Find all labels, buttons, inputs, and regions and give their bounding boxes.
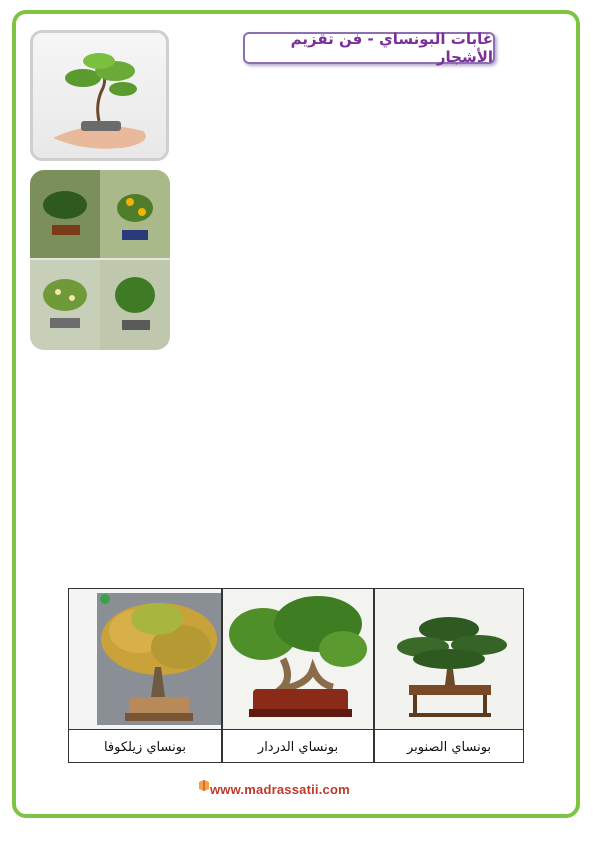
page-title: غابات البونساي - فن تقزيم الأشجار — [290, 30, 493, 66]
title-box — [243, 32, 495, 64]
bonsai-collage-photo — [30, 170, 170, 350]
bonsai-in-hand-photo — [30, 30, 169, 161]
bonsai-types-table — [68, 588, 524, 763]
zelkova-photo — [69, 589, 221, 729]
caption-zelkova: بونساي زيلكوفا — [69, 729, 221, 764]
pine-photo — [375, 589, 523, 729]
elm-photo — [223, 589, 373, 729]
caption-pine: بونساي الصنوبر — [375, 729, 523, 764]
book-icon — [198, 779, 210, 791]
website-link[interactable]: www.madrassatii.com — [210, 782, 350, 797]
caption-elm: بونساي الدردار — [223, 729, 373, 764]
